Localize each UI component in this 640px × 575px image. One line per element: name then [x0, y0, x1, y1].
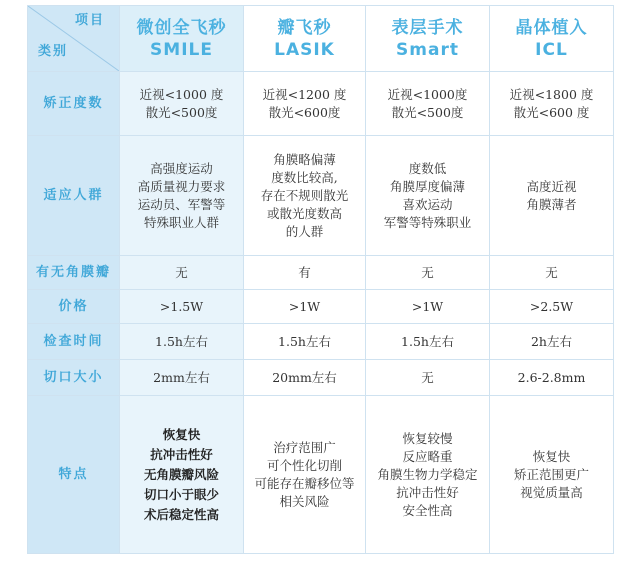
row-correction-range: [28, 72, 614, 136]
column-header-smart: [366, 6, 490, 72]
cell-line: 可个性化切削: [266, 457, 342, 473]
table-cell: [366, 136, 490, 256]
table-cell: 1.5h左右: [244, 324, 366, 360]
cell-line: 反应略重: [402, 448, 453, 464]
cell-line: 角膜略偏薄: [273, 151, 336, 167]
header-row: [28, 6, 614, 72]
row-header: 适应人群: [28, 136, 120, 256]
corner-cell: [28, 6, 120, 72]
row-header: 切口大小: [28, 360, 120, 396]
cell-line: 近视<1200 度: [262, 86, 347, 102]
cell-line: 术后稳定性高: [143, 506, 219, 522]
row-header: 矫正度数: [28, 72, 120, 136]
column-sub: SMILE: [150, 39, 213, 60]
row-features: [28, 396, 614, 554]
cell-line: 或散光度数高: [266, 205, 342, 221]
cell-line: 恢复快: [532, 448, 571, 464]
column-name: 晶体植入: [515, 17, 588, 38]
cell-line: 恢复快: [162, 426, 201, 442]
column-header-lasik: [244, 6, 366, 72]
cell-line: 高质量视力要求: [137, 178, 226, 194]
cell-line: 无角膜瓣风险: [143, 466, 219, 482]
column-name: 表层手术: [391, 17, 464, 38]
column-sub: ICL: [535, 39, 568, 60]
table-cell: 无: [366, 256, 490, 290]
cell-line: 度数低: [408, 160, 447, 176]
row-exam-time: [28, 324, 614, 360]
table-cell: [366, 72, 490, 136]
table-cell: [366, 396, 490, 554]
column-header-smile: [120, 6, 244, 72]
row-header: 检查时间: [28, 324, 120, 360]
surgery-comparison-table: [27, 5, 614, 554]
table-cell: 无: [490, 256, 614, 290]
table-cell: 2.6-2.8mm: [490, 360, 614, 396]
cell-line: 切口小于眼少: [143, 486, 219, 502]
table-cell: 2mm左右: [120, 360, 244, 396]
table-cell: [120, 136, 244, 256]
cell-line: 的人群: [285, 223, 324, 239]
row-header: 价格: [28, 290, 120, 324]
table-cell: 2h左右: [490, 324, 614, 360]
cell-line: 抗冲击性好: [150, 446, 213, 462]
cell-line: 角膜生物力学稳定: [377, 466, 478, 482]
row-corneal-flap: [28, 256, 614, 290]
cell-line: 散光<500度: [145, 104, 218, 120]
cell-line: 矫正范围更广: [513, 466, 589, 482]
table-cell: [120, 396, 244, 554]
cell-line: 近视<1000 度: [139, 86, 224, 102]
table-cell: 无: [366, 360, 490, 396]
cell-line: 恢复较慢: [402, 430, 453, 446]
cell-line: 治疗范围广: [273, 439, 336, 455]
cell-line: 近视<1800 度: [509, 86, 594, 102]
table-cell: [244, 136, 366, 256]
row-incision-size: [28, 360, 614, 396]
table-cell: 无: [120, 256, 244, 290]
column-sub: Smart: [396, 39, 459, 60]
row-header: 有无角膜瓣: [28, 256, 120, 290]
cell-line: 存在不规则散光: [260, 187, 349, 203]
table-cell: [490, 396, 614, 554]
table-cell: [244, 72, 366, 136]
table-cell: [120, 72, 244, 136]
cell-line: 散光<600 度: [513, 104, 590, 120]
comparison-table-wrapper: [27, 5, 613, 554]
cell-line: 抗冲击性好: [396, 484, 459, 500]
table-cell: 20mm左右: [244, 360, 366, 396]
table-cell: >1W: [366, 290, 490, 324]
row-price: [28, 290, 614, 324]
table-cell: [490, 72, 614, 136]
table-cell: 有: [244, 256, 366, 290]
cell-line: 散光<500度: [391, 104, 464, 120]
column-header-icl: [490, 6, 614, 72]
table-cell: >1W: [244, 290, 366, 324]
table-cell: >2.5W: [490, 290, 614, 324]
cell-line: 近视<1000度: [387, 86, 468, 102]
cell-line: 视觉质量高: [520, 484, 583, 500]
cell-line: 角膜厚度偏薄: [389, 178, 465, 194]
cell-line: 散光<600度: [268, 104, 341, 120]
cell-line: 度数比较高,: [271, 169, 338, 185]
cell-line: 运动员、军警等: [137, 196, 226, 212]
corner-diagonal: [28, 6, 119, 71]
table-cell: >1.5W: [120, 290, 244, 324]
cell-line: 喜欢运动: [402, 196, 453, 212]
table-cell: [244, 396, 366, 554]
row-suitable-people: [28, 136, 614, 256]
row-header: 特点: [28, 396, 120, 554]
column-sub: LASIK: [274, 39, 335, 60]
cell-line: 可能存在瓣移位等: [254, 475, 355, 491]
cell-line: 相关风险: [279, 493, 330, 509]
column-name: 瓣飞秒: [277, 17, 332, 38]
table-cell: 1.5h左右: [366, 324, 490, 360]
cell-line: 角膜薄者: [526, 196, 577, 212]
cell-line: 军警等特殊职业: [383, 214, 472, 230]
cell-line: 安全性高: [402, 502, 453, 518]
table-cell: 1.5h左右: [120, 324, 244, 360]
table-cell: [490, 136, 614, 256]
corner-category-label: 类别: [38, 44, 69, 59]
cell-line: 高强度运动: [150, 160, 213, 176]
column-name: 微创全飞秒: [136, 17, 227, 38]
corner-item-label: 项目: [74, 13, 105, 28]
cell-line: 特殊职业人群: [143, 214, 219, 230]
cell-line: 高度近视: [526, 178, 577, 194]
